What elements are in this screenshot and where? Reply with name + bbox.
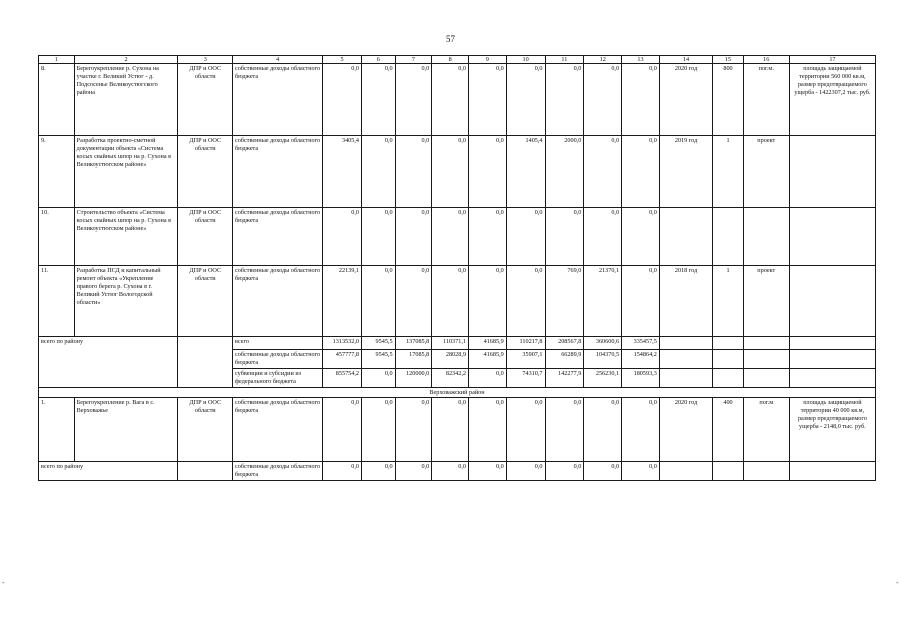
- empty-cell: [713, 462, 743, 481]
- funding-value: 0,0: [323, 462, 362, 481]
- funding-value: 1405,4: [506, 136, 545, 208]
- funding-value: 17085,8: [395, 350, 432, 369]
- empty-cell: [659, 350, 712, 369]
- funding-value: 9545,5: [362, 350, 396, 369]
- table-row: [39, 266, 876, 337]
- funding-value: 137085,8: [395, 337, 432, 350]
- column-number-cell: 14: [659, 56, 712, 64]
- funding-value: 0,0: [468, 398, 506, 462]
- funding-value: 0,0: [323, 64, 362, 136]
- funding-value: 35907,1: [506, 350, 545, 369]
- funding-value: 1313532,0: [323, 337, 362, 350]
- total-label: всего по району: [39, 337, 178, 388]
- funding-value: 0,0: [468, 208, 506, 266]
- funding-value: 769,0: [545, 266, 584, 337]
- total-label: всего по району: [39, 462, 178, 481]
- funding-value: 2000,0: [545, 136, 584, 208]
- completion-year: 2020 год: [659, 398, 712, 462]
- funding-value: 335457,5: [622, 337, 660, 350]
- empty-org-cell: [178, 462, 233, 481]
- item-name: Разработка ПСД и капитальный ремонт объекта «Укрепление правого берега р. Сухона в г. Великий Устюг Вологодской области»: [74, 266, 178, 337]
- funding-value: 28028,9: [432, 350, 469, 369]
- section-title: Верховажский район: [39, 388, 876, 398]
- section-row: [39, 388, 876, 398]
- funding-value: 0,0: [468, 462, 506, 481]
- responsible-org: ДПР и ООС области: [178, 208, 233, 266]
- funding-value: 0,0: [395, 266, 432, 337]
- funding-value: 41685,9: [468, 337, 506, 350]
- funding-value: 0,0: [545, 398, 584, 462]
- empty-cell: [789, 337, 875, 350]
- quantity: 1: [713, 136, 743, 208]
- page-number: 57: [446, 34, 455, 44]
- funding-source: собственные доходы областного бюджета: [233, 208, 323, 266]
- scan-edge-mark-left: -: [2, 578, 5, 587]
- table-row: [39, 208, 876, 266]
- funding-value: 120000,0: [395, 369, 432, 388]
- item-number: 10.: [39, 208, 75, 266]
- completion-year: 2018 год: [659, 266, 712, 337]
- funding-value: 0,0: [362, 208, 396, 266]
- funding-value: 0,0: [432, 208, 469, 266]
- column-number-cell: 10: [506, 56, 545, 64]
- item-number: 9.: [39, 136, 75, 208]
- quantity: 1: [713, 266, 743, 337]
- item-name: Строительство объекта «Система косых свайных шпор на р. Сухона в Великоустюгском районе»: [74, 208, 178, 266]
- funding-source: собственные доходы областного бюджета: [233, 350, 323, 369]
- empty-cell: [659, 369, 712, 388]
- unit: проект: [743, 136, 789, 208]
- funding-value: 104370,5: [584, 350, 622, 369]
- funding-source: субвенции и субсидии из федерального бюджета: [233, 369, 323, 388]
- funding-value: 457777,8: [323, 350, 362, 369]
- funding-value: 3405,4: [323, 136, 362, 208]
- empty-org-cell: [178, 337, 233, 388]
- funding-value: 0,0: [506, 208, 545, 266]
- empty-cell: [743, 350, 789, 369]
- funding-value: 0,0: [432, 136, 469, 208]
- funding-value: 180593,3: [622, 369, 660, 388]
- funding-value: 0,0: [622, 136, 660, 208]
- funding-value: 0,0: [468, 136, 506, 208]
- funding-value: 0,0: [432, 462, 469, 481]
- funding-value: 360600,6: [584, 337, 622, 350]
- responsible-org: ДПР и ООС области: [178, 136, 233, 208]
- funding-value: 0,0: [468, 64, 506, 136]
- funding-value: 0,0: [622, 208, 660, 266]
- funding-value: 0,0: [323, 398, 362, 462]
- empty-cell: [789, 350, 875, 369]
- funding-value: 0,0: [362, 136, 396, 208]
- funding-value: 0,0: [395, 208, 432, 266]
- column-number-cell: 5: [323, 56, 362, 64]
- column-number-header-row: [39, 56, 876, 64]
- funding-value: 0,0: [323, 208, 362, 266]
- funding-value: 0,0: [395, 398, 432, 462]
- empty-cell: [743, 369, 789, 388]
- column-number-cell: 17: [789, 56, 875, 64]
- result-note: площадь защищаемой территории 40 000 кв.м, размер предотвращаемого ущерба - 2148,0 тыс. руб.: [789, 398, 875, 462]
- column-number-cell: 11: [545, 56, 584, 64]
- funding-value: 0,0: [506, 266, 545, 337]
- table-row: [39, 64, 876, 136]
- funding-value: 82342,2: [432, 369, 469, 388]
- funding-value: 110371,1: [432, 337, 469, 350]
- column-number-cell: 1: [39, 56, 75, 64]
- item-name: Берегоукрепление р. Сухона на участке г. Великий Устюг - д. Подсосенье Великоустюгского района: [74, 64, 178, 136]
- completion-year: 2019 год: [659, 136, 712, 208]
- completion-year: 2020 год: [659, 64, 712, 136]
- completion-year: [659, 208, 712, 266]
- column-number-cell: 4: [233, 56, 323, 64]
- funding-value: 0,0: [545, 208, 584, 266]
- empty-cell: [789, 369, 875, 388]
- responsible-org: ДПР и ООС области: [178, 64, 233, 136]
- column-number-cell: 7: [395, 56, 432, 64]
- funding-value: 0,0: [432, 266, 469, 337]
- result-note: [789, 136, 875, 208]
- funding-source: собственные доходы областного бюджета: [233, 398, 323, 462]
- responsible-org: ДПР и ООС области: [178, 266, 233, 337]
- funding-value: 0,0: [432, 64, 469, 136]
- item-number: 8.: [39, 64, 75, 136]
- column-number-cell: 8: [432, 56, 469, 64]
- budget-table: [38, 55, 876, 481]
- funding-value: 0,0: [545, 462, 584, 481]
- funding-value: 22139,1: [323, 266, 362, 337]
- column-number-cell: 2: [74, 56, 178, 64]
- funding-value: 0,0: [362, 64, 396, 136]
- column-number-cell: 16: [743, 56, 789, 64]
- column-number-cell: 9: [468, 56, 506, 64]
- unit: пог.м.: [743, 64, 789, 136]
- funding-value: 41685,9: [468, 350, 506, 369]
- table-row: [39, 136, 876, 208]
- empty-cell: [713, 350, 743, 369]
- empty-cell: [789, 462, 875, 481]
- funding-value: 0,0: [395, 462, 432, 481]
- funding-value: 66289,9: [545, 350, 584, 369]
- funding-value: 0,0: [584, 398, 622, 462]
- item-number: 11.: [39, 266, 75, 337]
- funding-value: 256230,1: [584, 369, 622, 388]
- funding-value: 0,0: [545, 64, 584, 136]
- funding-value: 0,0: [584, 208, 622, 266]
- funding-value: 0,0: [506, 398, 545, 462]
- funding-value: 0,0: [432, 398, 469, 462]
- district-total-row: [39, 337, 876, 350]
- scan-edge-mark-right: -: [896, 578, 899, 587]
- funding-value: 0,0: [584, 136, 622, 208]
- funding-value: 0,0: [362, 369, 396, 388]
- result-note: [789, 208, 875, 266]
- empty-cell: [659, 462, 712, 481]
- column-number-cell: 12: [584, 56, 622, 64]
- empty-cell: [743, 337, 789, 350]
- item-name: Разработка проектно-сметной документации объекта «Система косых свайных шпор на р. Сухона в Великоустюгском районе»: [74, 136, 178, 208]
- funding-value: 0,0: [584, 64, 622, 136]
- item-number: 1.: [39, 398, 75, 462]
- quantity: 800: [713, 64, 743, 136]
- column-number-cell: 13: [622, 56, 660, 64]
- funding-value: 0,0: [395, 64, 432, 136]
- empty-cell: [743, 462, 789, 481]
- funding-value: 0,0: [395, 136, 432, 208]
- column-number-cell: 3: [178, 56, 233, 64]
- unit: проект: [743, 266, 789, 337]
- column-number-cell: 15: [713, 56, 743, 64]
- funding-source: собственные доходы областного бюджета: [233, 64, 323, 136]
- funding-source: собственные доходы областного бюджета: [233, 136, 323, 208]
- empty-cell: [659, 337, 712, 350]
- district-total-row: [39, 462, 876, 481]
- result-note: [789, 266, 875, 337]
- funding-value: 0,0: [362, 398, 396, 462]
- funding-value: 0,0: [362, 266, 396, 337]
- funding-value: 110217,8: [506, 337, 545, 350]
- funding-value: 0,0: [468, 369, 506, 388]
- result-note: площадь защищаемой территории 560 000 кв.м, размер предотвращаемого ущерба - 1422307,2 тыс. руб.: [789, 64, 875, 136]
- funding-value: 142277,9: [545, 369, 584, 388]
- funding-value: 855754,2: [323, 369, 362, 388]
- funding-value: 0,0: [622, 462, 660, 481]
- quantity: 400: [713, 398, 743, 462]
- funding-value: 154864,2: [622, 350, 660, 369]
- funding-value: 0,0: [362, 462, 396, 481]
- funding-value: 21370,1: [584, 266, 622, 337]
- funding-value: 208567,8: [545, 337, 584, 350]
- empty-cell: [713, 369, 743, 388]
- unit: пог.м: [743, 398, 789, 462]
- funding-value: 0,0: [468, 266, 506, 337]
- quantity: [713, 208, 743, 266]
- item-name: Берегоукрепление р. Вага в с. Верховажье: [74, 398, 178, 462]
- column-number-cell: 6: [362, 56, 396, 64]
- responsible-org: ДПР и ООС области: [178, 398, 233, 462]
- funding-value: 0,0: [622, 64, 660, 136]
- funding-value: 74310,7: [506, 369, 545, 388]
- funding-source: собственные доходы областного бюджета: [233, 266, 323, 337]
- funding-value: 0,0: [622, 266, 660, 337]
- funding-value: 0,0: [622, 398, 660, 462]
- funding-value: 0,0: [506, 64, 545, 136]
- table-row: [39, 398, 876, 462]
- funding-value: 0,0: [506, 462, 545, 481]
- funding-value: 9545,5: [362, 337, 396, 350]
- funding-source: всего: [233, 337, 323, 350]
- empty-cell: [713, 337, 743, 350]
- funding-source: собственные доходы областного бюджета: [233, 462, 323, 481]
- unit: [743, 208, 789, 266]
- funding-value: 0,0: [584, 462, 622, 481]
